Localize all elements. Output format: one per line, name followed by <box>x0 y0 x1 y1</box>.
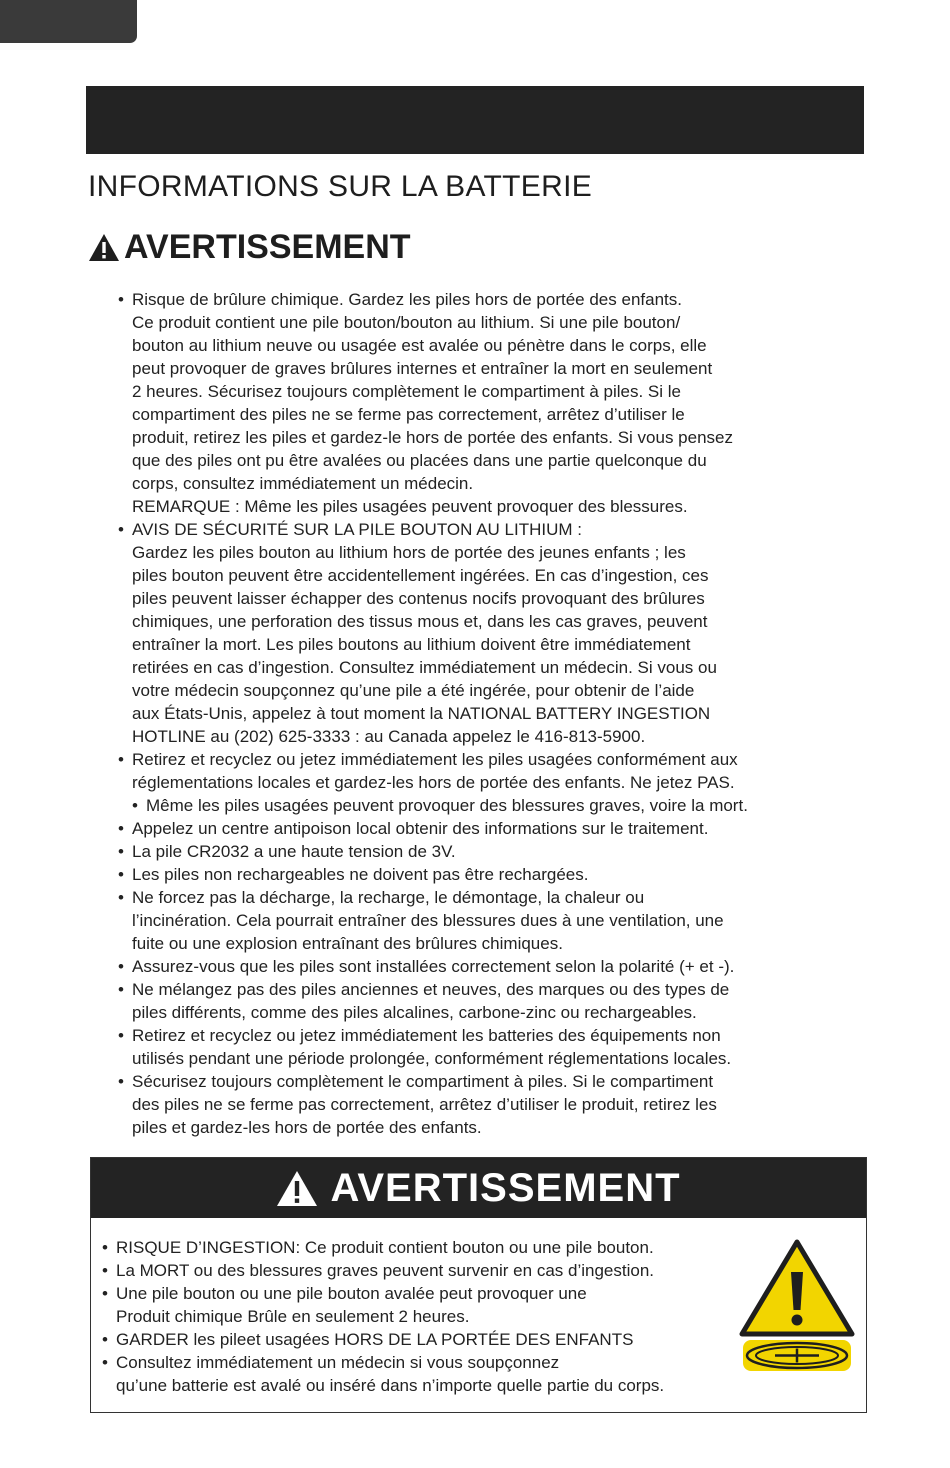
battery-ingestion-hazard-icon <box>739 1238 855 1374</box>
ingestion-warning-item <box>101 1351 791 1397</box>
warning-item <box>116 1070 876 1139</box>
section-title: INFORMATIONS SUR LA BATTERIE <box>88 170 593 203</box>
warning-item <box>116 288 876 518</box>
warning-item-line: retirées en cas d’ingestion. Consultez immédiatement un médecin. Si vous ou <box>132 658 717 677</box>
warning-item-line: que des piles ont pu être avalées ou placées dans une partie quelconque du <box>132 451 707 470</box>
warning-item-line: Gardez les piles bouton au lithium hors de portée des jeunes enfants ; les <box>132 543 686 562</box>
ingestion-warning-item-line: • La MORT ou des blessures graves peuvent survenir en cas d’ingestion. <box>116 1261 654 1280</box>
warning-triangle-icon <box>276 1170 318 1207</box>
warning-item-line: entraîner la mort. Les piles boutons au lithium doivent être immédiatement <box>132 635 691 654</box>
warning-item-line: votre médecin soupçonnez qu’une pile a été ingérée, pour obtenir de l’aide <box>132 681 695 700</box>
warning-item-line: • Retirez et recyclez ou jetez immédiatement les piles usagées conformément aux <box>132 750 738 769</box>
warning-item-line: chimiques, une perforation des tissus mous et, dans les cas graves, peuvent <box>132 612 708 631</box>
warning-item-line: réglementations locales et gardez-les hors de portée des enfants. Ne jetez PAS. <box>132 773 735 792</box>
ingestion-warning-box <box>90 1157 867 1413</box>
warning-item-line: REMARQUE : Même les piles usagées peuvent provoquer des blessures. <box>132 497 688 516</box>
ingestion-warning-item <box>101 1236 791 1259</box>
warning-item-line: fuite ou une explosion entraînant des brûlures chimiques. <box>132 934 563 953</box>
warning-item <box>116 518 876 748</box>
warning-item-line: • Même les piles usagées peuvent provoquer des blessures graves, voire la mort. <box>146 796 748 815</box>
battery-warnings-list <box>116 288 876 1139</box>
warning-item-line: • La pile CR2032 a une haute tension de 3V. <box>132 842 456 861</box>
warning-item-line: aux États-Unis, appelez à tout moment la NATIONAL BATTERY INGESTION <box>132 704 711 723</box>
warning-item-line: • Risque de brûlure chimique. Gardez les piles hors de portée des enfants. <box>132 290 682 309</box>
ingestion-warning-item <box>101 1259 791 1282</box>
ingestion-warning-item-line: • GARDER les pileet usagées HORS DE LA PORTÉE DES ENFANTS <box>116 1330 634 1349</box>
ingestion-warning-item-line: • RISQUE D’INGESTION: Ce produit contient bouton ou une pile bouton. <box>116 1238 654 1257</box>
ingestion-warning-item <box>101 1328 791 1351</box>
warning-triangle-icon <box>88 233 120 262</box>
warning-item <box>116 817 876 840</box>
warning-item <box>116 978 876 1024</box>
warning-item-line: • Appelez un centre antipoison local obtenir des informations sur le traitement. <box>132 819 709 838</box>
warning-item-line: produit, retirez les piles et gardez-le hors de portée des enfants. Si vous pensez <box>132 428 734 447</box>
ingestion-warning-item-line: Produit chimique Brûle en seulement 2 heures. <box>116 1307 470 1326</box>
warning-item-line: 2 heures. Sécurisez toujours complètement le compartiment à piles. Si le <box>132 382 681 401</box>
warning-item <box>116 863 876 886</box>
warning-item-line: • Retirez et recyclez ou jetez immédiatement les batteries des équipements non <box>132 1026 721 1045</box>
warning-item-line: • Les piles non rechargeables ne doivent pas être rechargées. <box>132 865 589 884</box>
warning-heading-label: AVERTISSEMENT <box>124 228 411 266</box>
warning-item-line: piles bouton peuvent être accidentellement ingérées. En cas d’ingestion, ces <box>132 566 709 585</box>
ingestion-warnings-list <box>101 1236 791 1397</box>
warning-item-line: • Ne mélangez pas des piles anciennes et neuves, des marques ou des types de <box>132 980 730 999</box>
warning-item-line: des piles ne se ferme pas correctement, arrêtez d’utiliser le produit, retirez les <box>132 1095 717 1114</box>
ingestion-warning-item-line: • Une pile bouton ou une pile bouton avalée peut provoquer une <box>116 1284 587 1303</box>
warning-box-header <box>91 1158 866 1218</box>
warning-item <box>116 840 876 863</box>
header-bar <box>86 86 864 154</box>
warning-item-line: bouton au lithium neuve ou usagée est avalée ou pénètre dans le corps, elle <box>132 336 707 355</box>
warning-item-line: • Sécurisez toujours complètement le compartiment à piles. Si le compartiment <box>132 1072 714 1091</box>
warning-item-line: • AVIS DE SÉCURITÉ SUR LA PILE BOUTON AU LITHIUM : <box>132 520 582 539</box>
warning-item <box>116 1024 876 1070</box>
warning-item-line: corps, consultez immédiatement un médecin. <box>132 474 474 493</box>
warning-item <box>116 886 876 955</box>
warning-item-line: piles peuvent laisser échapper des contenus nocifs provoquant des brûlures <box>132 589 705 608</box>
warning-item-line: piles différents, comme des piles alcalines, carbone-zinc ou rechargeables. <box>132 1003 697 1022</box>
warning-item-line: HOTLINE au (202) 625-3333 : au Canada appelez le 416-813-5900. <box>132 727 646 746</box>
warning-item-line: Ce produit contient une pile bouton/bouton au lithium. Si une pile bouton/ <box>132 313 681 332</box>
ingestion-warning-item <box>101 1282 791 1328</box>
warning-item <box>116 794 876 817</box>
warning-item-line: peut provoquer de graves brûlures internes et entraîner la mort en seulement <box>132 359 713 378</box>
warning-item-line: piles et gardez-les hors de portée des enfants. <box>132 1118 482 1137</box>
warning-item-line: l’incinération. Cela pourrait entraîner des blessures dues à une ventilation, une <box>132 911 724 930</box>
ingestion-warning-item-line: qu’une batterie est avalé ou inséré dans n’importe quelle partie du corps. <box>116 1376 665 1395</box>
ingestion-warning-item-line: • Consultez immédiatement un médecin si vous soupçonnez <box>116 1353 560 1372</box>
warning-heading <box>88 228 411 267</box>
warning-item-line: compartiment des piles ne se ferme pas correctement, arrêtez d’utiliser le <box>132 405 685 424</box>
warning-box-title: AVERTISSEMENT <box>330 1165 681 1210</box>
warning-item-line: • Assurez-vous que les piles sont installées correctement selon la polarité (+ et -). <box>132 957 735 976</box>
warning-item <box>116 748 876 794</box>
warning-item-line: • Ne forcez pas la décharge, la recharge, le démontage, la chaleur ou <box>132 888 645 907</box>
warning-item-line: utilisés pendant une période prolongée, conformément réglementations locales. <box>132 1049 732 1068</box>
warning-item <box>116 955 876 978</box>
page-corner-tab <box>0 0 137 43</box>
